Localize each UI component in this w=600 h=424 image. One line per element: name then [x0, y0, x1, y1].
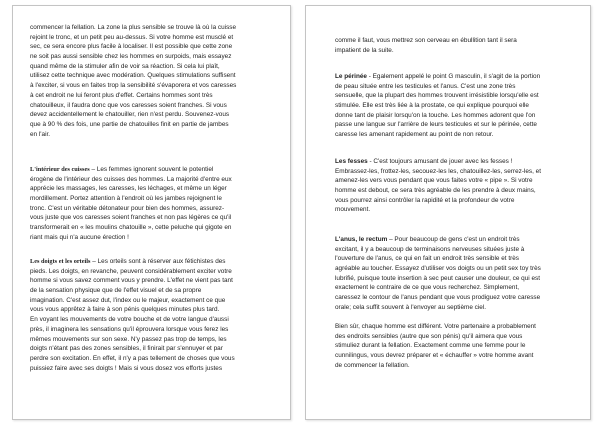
text-line: mouvement.	[335, 206, 371, 214]
text-line: amenez-les vers vous pendant que vous faites votre « pipe ». Si votre	[335, 177, 533, 185]
paragraph-text: – Les orteils sont à réserver aux fétichistes des	[90, 258, 226, 265]
text-line	[30, 257, 285, 267]
text-line: orale; cela suffit souvent à l'envoyer au septième ciel.	[335, 303, 487, 311]
text-line	[335, 235, 585, 245]
text-line: de peau située entre les testicules et l'anus. C'est une zone très	[335, 82, 516, 90]
text-line: Embrassez-les, frottez-les, secouez-les les, chatouillez-les, serrez-les, et	[335, 167, 541, 175]
paragraph	[30, 23, 285, 139]
text-line: apprécie les massages, les caresses, les léchages, et même un léger	[30, 185, 227, 193]
text-line: stimulée. Elle est très liée à la prostate, ce qui explique pourquoi elle	[335, 102, 529, 110]
paragraph	[335, 72, 585, 140]
text-line: ne soit pas aussi sensible chez les hommes en surpoids, mais essayez	[30, 53, 232, 61]
paragraph	[335, 36, 585, 55]
text-line: érogène de l'intérieur des cuisses des hommes. La majorité d'entre eux	[30, 175, 232, 183]
text-line	[30, 165, 285, 175]
text-line	[335, 157, 585, 167]
text-line: sec, ce sera encore plus facile à localiser. Il est possible que cette zone	[30, 43, 233, 51]
text-line: vous vous apprêtez à faire à son pénis quelques minutes plus tard.	[30, 306, 220, 314]
text-line: de la sensation physique que de l'effet visuel et de sa propre	[30, 287, 202, 295]
text-line: caressez le contour de l'anus pendant que vous prodiguez votre caresse	[335, 294, 541, 302]
paragraph	[30, 257, 285, 373]
text-line: puissiez faire avec ses doigts ! Mais si vous dosez vos efforts justes	[30, 364, 223, 372]
text-line: Bien sûr, chaque homme est différent. Votre partenaire a probablement	[335, 323, 536, 330]
text-line: à l'exciter, si vous en faites trop la sensibilité s'évaporera et vos caresses	[30, 82, 237, 90]
text-line: vous pourrez ainsi contrôler la rapidité et la profondeur de votre	[335, 196, 515, 204]
paragraph-heading: Les fesses	[335, 158, 368, 165]
text-line: stimuliez durant la fellation. Exactement comme une femme pour le	[335, 342, 526, 350]
text-line: passe une langue sur l'arrière de leurs testicules et sur le périnée, cette	[335, 121, 537, 129]
text-line: pieds. Les doigts, en revanche, peuvent considérablement exciter votre	[30, 267, 232, 275]
paragraph-heading: L'intérieur des cuisses	[30, 166, 90, 173]
paragraph	[335, 322, 585, 370]
paragraph	[335, 235, 585, 313]
paragraph-heading: L'anus, le rectum	[335, 236, 388, 243]
text-line: doigts n'étant pas des zones sensibles, il finirait par s'ennuyer et par	[30, 345, 223, 353]
paragraph-text: – Pour beaucoup de gens c'est un endroit très	[387, 236, 520, 243]
text-line: impatient de la suite.	[335, 46, 394, 54]
text-line	[335, 72, 585, 82]
paragraph	[30, 165, 285, 243]
paragraph-text: - Egalement appelé le point G masculin, il s'agit de la portion	[366, 73, 541, 80]
text-line: cunnilingus, vous devrez préparer et « échauffer » votre homme avant	[335, 352, 534, 360]
text-line: caresse les amenant rapidement au point de non retour.	[335, 131, 494, 139]
text-line: homme est debout, ce sera très agréable de les prendre à deux mains,	[335, 187, 536, 195]
text-line: de commencer la fellation.	[335, 361, 410, 369]
text-line: devez accidentellement le chatouiller, rien n'est perdu. Souvenez-vous	[30, 111, 230, 119]
text-line: agréable au toucher. Essayez d'utiliser vos doigts ou un petit sex toy très	[335, 265, 541, 273]
text-line: excitant, il y a beaucoup de terminaisons nerveuses situées juste à	[335, 245, 525, 253]
paragraph-text: – Les femmes ignorent souvent le potentiel	[89, 166, 214, 173]
page-left	[12, 5, 291, 420]
text-line: En voyant les mouvements de votre bouche et de votre langue d'aussi	[30, 316, 229, 324]
text-line: vous juste que vos caresses soient franches et non pas légères ce qu'il	[30, 214, 232, 222]
text-line: que à 90 % des fois, une partie de chatouilles finit en partie de jambes	[30, 120, 229, 128]
page-right	[305, 5, 591, 420]
text-line: transformerait en « les moulins chatouille », cette peluche qui gigote en	[30, 224, 232, 232]
paragraph-heading: Le périnée	[335, 73, 367, 80]
text-line: mordillement. Portez attention à l'endroit où les jambes rejoignent le	[30, 195, 222, 203]
paragraph-heading: Les doigts et les orteils	[30, 258, 91, 265]
text-line: exactement le contraire de ce que vous recherchez. Simplement,	[335, 284, 520, 292]
paragraph	[335, 157, 585, 215]
text-line: rejoint le tronc, et un petit peu au-dessus. Si votre homme est musclé et	[30, 33, 234, 41]
text-line: imagination. C'est assez dut, l'index ou le majeur, exactement ce que	[30, 296, 226, 304]
text-line: utilisez cette technique avec modération. Quelques stimulations suffisent	[30, 72, 236, 80]
text-line: tronc. C'est un véritable détonateur pour bien des hommes, assurez-	[30, 204, 225, 212]
text-line: à cet endroit ne lui feront plus d'effet. Certains hommes sont très	[30, 91, 213, 99]
text-line: sensuelle, que la plupart des hommes trouvent irrésistible lorsqu'elle est	[335, 92, 539, 100]
text-line: homme si vous savez comment vous y prendre. L'effet ne vient pas tant	[30, 277, 233, 285]
text-line: commencer la fellation. La zone la plus sensible se trouve là où la cuisse	[30, 24, 237, 31]
text-line: donne tant de plaisir lorsqu'on la touche. Les hommes adorent que l'on	[335, 111, 536, 119]
text-line: comme il faut, vous mettrez son cerveau en ébullition tant il sera	[335, 37, 517, 44]
text-line: chatouilleux, il faudra donc que vos caresses soient franches. Si vous	[30, 101, 227, 109]
text-line: l'ouverture de l'anus, ce qui en fait un endroit très sensible et très	[335, 255, 519, 263]
text-line: perdre son excitation. En effet, il n'y a pas tellement de choses que vous	[30, 354, 235, 362]
text-line: mêmes mouvements sur son sexe. N'y passez pas trop de temps, les	[30, 335, 227, 343]
text-line: près, il imaginera les sensations qu'il éprouvera lorsque vous ferez les	[30, 325, 229, 333]
text-line: lubrifié, puisque toute insertion à sec peut causer une douleur, ce qui est	[335, 274, 540, 282]
text-line: quand même de la stimuler afin de voir sa réaction. Si cela lui plaît,	[30, 62, 220, 70]
text-line: en l'air.	[30, 130, 51, 138]
text-line: riant mais qui n'a aucune érection !	[30, 233, 129, 241]
paragraph-text: - C'est toujours amusant de jouer avec les fesses !	[367, 158, 513, 165]
text-line: des endroits sensibles (autre que son pénis) qu'il aimera que vous	[335, 332, 523, 340]
